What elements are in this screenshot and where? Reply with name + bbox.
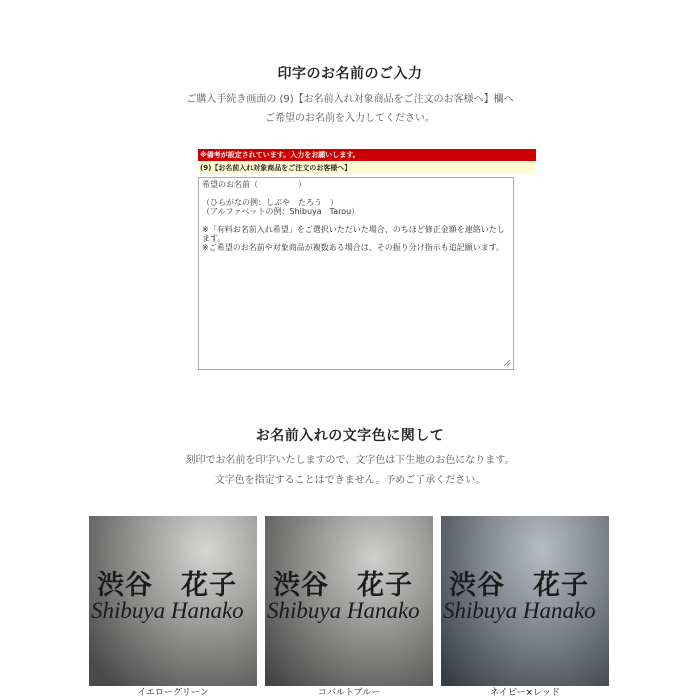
section-description-line-2: ご希望のお名前を入力してください。 [265,113,435,124]
sample-name-english: Shibuya Hanako [91,598,244,623]
name-entry-form [198,149,536,373]
sample-image-yellow-green [89,516,257,686]
sample-image-navy-red [441,516,609,686]
color-description-line-1: 刻印でお名前を印字いたしますので、文字色は下生地のお色になります。 [185,455,515,466]
sample-name-english: Shibuya Hanako [443,598,596,623]
sample-name-japanese: 渋谷 花子 [449,570,589,601]
sample-image-cobalt-blue [265,516,433,686]
section-description-line-1: ご購入手続き画面の (9)【お名前入れ対象商品をご注文のお客様へ】欄へ [186,94,514,105]
section-title-text-color: お名前入れの文字色に関して [255,428,445,444]
field-label: (9)【お名前入れ対象商品をご注文のお客様へ】 [198,162,536,174]
color-sample-gallery [89,516,609,700]
section-title-name-input: 印字のお名前のご入力 [277,66,423,82]
textarea-resize-handle[interactable] [504,360,510,366]
name-entry-textarea[interactable]: 希望のお名前（ ） （ひらがなの例：しぶや たろう ） （アルファベットの例：Shibuya Tarou） ※「有料お名前入れ希望」をご選択いただいた場合、のちほど修正金額を連絡いたします。 ※ご希望のお名前や対象商品が複数ある場合は、その振り分け指示も追記願います。 [198,177,514,370]
sample-name-japanese: 渋谷 花子 [273,570,413,601]
sample-name-japanese: 渋谷 花子 [97,570,237,601]
color-description-line-2: 文字色を指定することはできません。予めご了承ください。 [214,475,486,486]
required-warning-bar: ※備考が設定されています。入力をお願いします。 [198,149,536,161]
sample-caption-cobalt-blue: コバルトブルー [317,688,381,698]
sample-caption-navy-red: ネイビー×レッド [490,688,560,698]
sample-name-english: Shibuya Hanako [267,598,420,623]
sample-caption-yellow-green: イエローグリーン [137,688,209,698]
